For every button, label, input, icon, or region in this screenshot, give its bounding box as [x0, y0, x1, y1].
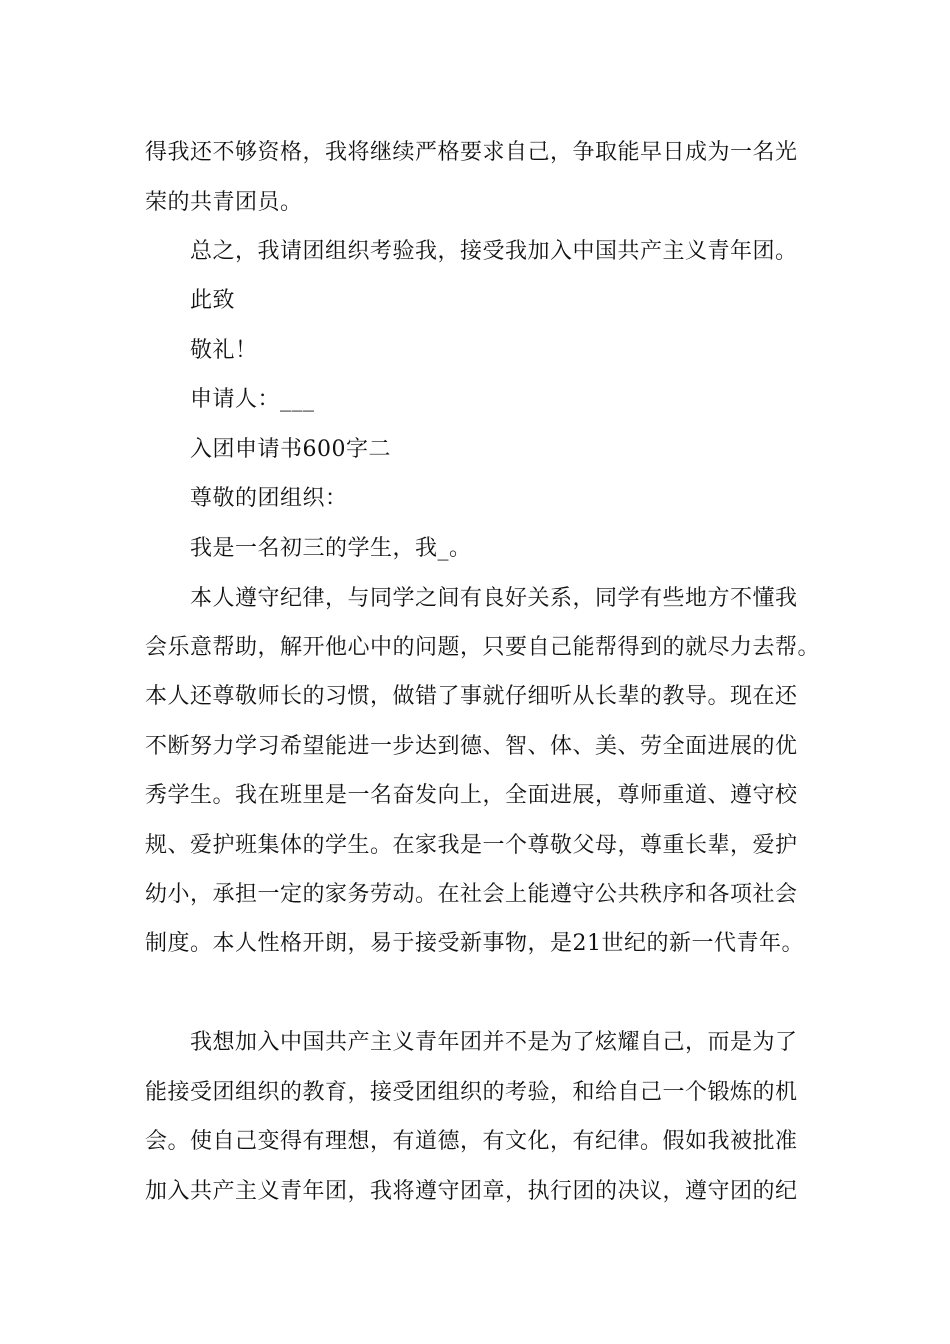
applicant-line: 申请人：___: [190, 387, 315, 412]
paragraph-line: 规、爱护班集体的学生。在家我是一个尊敬父母，尊重长辈，爱护: [145, 833, 798, 858]
paragraph-line: 不断努力学习希望能进一步达到德、智、体、美、劳全面进展的优: [145, 734, 798, 759]
text-line: 荣的共青团员。: [145, 190, 303, 215]
paragraph-line: 秀学生。我在班里是一名奋发向上，全面进展，尊师重道、遵守校: [145, 783, 798, 808]
salutation-line: 此致: [190, 288, 236, 313]
intro-line: 我是一名初三的学生，我_。: [190, 536, 472, 561]
paragraph-line: 我想加入中国共产主义青年团并不是为了炫耀自己，而是为了: [190, 1030, 798, 1055]
text-line: 得我还不够资格，我将继续严格要求自己，争取能早日成为一名光: [145, 140, 798, 165]
salute-line: 敬礼！: [190, 338, 258, 363]
paragraph-line: 能接受团组织的教育，接受团组织的考验，和给自己一个锻炼的机: [145, 1080, 798, 1105]
paragraph-line: 会。使自己变得有理想，有道德，有文化，有纪律。假如我被批准: [145, 1129, 798, 1154]
paragraph-line: 本人遵守纪律，与同学之间有良好关系，同学有些地方不懂我: [190, 586, 798, 611]
greeting-line: 尊敬的团组织：: [190, 486, 348, 511]
conclusion-line: 总之，我请团组织考验我，接受我加入中国共产主义青年团。: [190, 239, 798, 264]
paragraph-line: 幼小，承担一定的家务劳动。在社会上能遵守公共秩序和各项社会: [145, 882, 798, 907]
paragraph-line: 制度。本人性格开朗，易于接受新事物，是21世纪的新一代青年。: [145, 931, 804, 956]
paragraph-line: 加入共产主义青年团，我将遵守团章，执行团的决议，遵守团的纪: [145, 1179, 798, 1204]
paragraph-line: 本人还尊敬师长的习惯，做错了事就仔细听从长辈的教导。现在还: [145, 684, 798, 709]
section-title: 入团申请书600字二: [190, 437, 391, 462]
paragraph-line: 会乐意帮助，解开他心中的问题，只要自己能帮得到的就尽力去帮。: [145, 635, 821, 660]
